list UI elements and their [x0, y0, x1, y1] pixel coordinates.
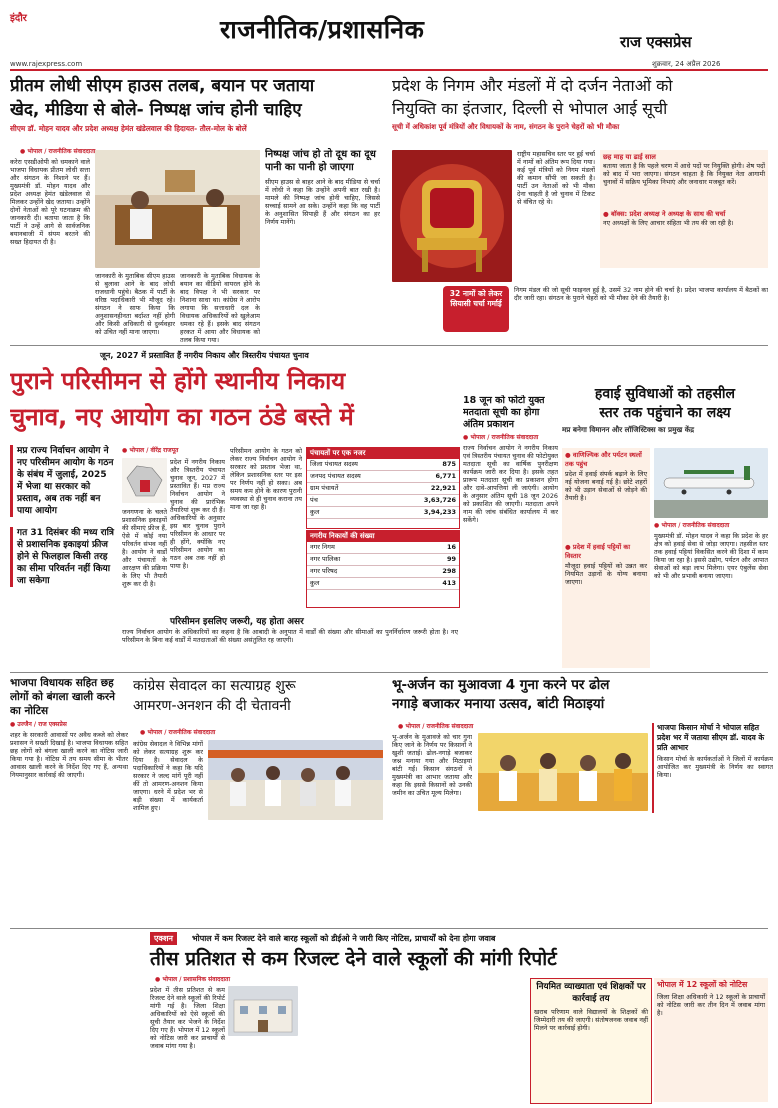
- stat-label: नगर परिषद: [307, 566, 406, 578]
- masthead-rule: [10, 69, 768, 71]
- story2-sidebox2-body: नए अध्यक्षों के लिए आचार संहिता भी तय की जा रही है।: [603, 219, 734, 227]
- stat-value: 16: [406, 542, 459, 554]
- stat-row: [307, 542, 459, 554]
- story7-photo: [208, 740, 383, 820]
- stat-value: 413: [406, 578, 459, 590]
- story3-bullets: [10, 445, 115, 665]
- story3-kicker: जून, 2027 में प्रस्तावित हैं नगरीय निकाय और त्रिस्तरीय पंचायत चुनाव: [100, 351, 309, 360]
- story1-photo: [95, 150, 260, 268]
- story3-body-col1: प्रदेश में नगरीय निकाय और त्रिस्तरीय पंचायत चुनाव जून, 2027 में प्रस्तावित हैं। मप्र राज्य निर्वाचन आयोग ने चुनाव की प्रारंभिक तैयारियां शुरू कर दी हैं। अधिकारियों के अनुसार इस बार चुनाव पुराने परिसीमन के आधार पर ही होंगे, क्योंकि नए परिसीमन आयोग का गठन अब तक नहीं हो पाया है।: [170, 458, 225, 570]
- story3-headline[interactable]: पुराने परिसीमन से होंगे स्थानीय निकाय चुनाव, नए आयोग का गठन ठंडे बस्ते में: [10, 367, 354, 431]
- story8-headline[interactable]: भू-अर्जन का मुआवजा 4 गुना करने पर ढोल नगाड़े बजाकर मनाया उत्सव, बांटी मिठाइयां: [392, 677, 610, 712]
- story7-body: कांग्रेस सेवादल ने विभिन्न मांगों को लेकर सत्याग्रह शुरू कर दिया है। सेवादल के पदाधिकारियों ने कहा कि यदि सरकार ने जल्द मांगें पूरी नहीं कीं तो आमरण-अनशन किया जाएगा। धरने में प्रदेश भर से बड़ी संख्या में कार्यकर्ता शामिल हुए।: [133, 740, 203, 812]
- story3-body4: राज्य निर्वाचन आयोग के अधिकारियों का कहना है कि आबादी के अनुपात में वार्डों की संख्या और सीमाओं का पुनर्निर्धारण जरूरी होता है। नए परिसीमन के बिना कई वार्डों में मतदाताओं की संख्या असंतुलित रह जाएगी।: [122, 628, 458, 644]
- story6-byline: ● उज्जैन / राज एक्सप्रेस: [10, 721, 67, 728]
- story5-body: मुख्यमंत्री डॉ. मोहन यादव ने कहा कि प्रदेश के हर क्षेत्र को हवाई सेवा से जोड़ा जाएगा। तहसील स्तर तक हवाई पट्टियां विकसित करने की दिशा में काम किया जा रहा है। इससे उद्योग, पर्यटन और आपात सेवाओं को बड़ा लाभ मिलेगा। एयर एंबुलेंस सेवा को भी और प्रभावी बनाया जाएगा।: [654, 532, 768, 580]
- paper-name: राज एक्सप्रेस: [620, 33, 692, 51]
- story7-headline[interactable]: कांग्रेस सेवादल का सत्याग्रह शुरू आमरण-अनशन की दी चेतावनी: [133, 678, 296, 714]
- story3-body-col3: परिसीमन आयोग के गठन को लेकर राज्य निर्वाचन आयोग ने सरकार को प्रस्ताव भेजा था, लेकिन प्रशासनिक स्तर पर इस पर निर्णय नहीं हो सका। अब समय कम होने के कारण पुरानी व्यवस्था से ही चुनाव कराना तय माना जा रहा है।: [230, 447, 302, 511]
- story8-photo: [478, 733, 648, 811]
- story1-headline[interactable]: प्रीतम लोधी सीएम हाउस तलब, बयान पर जताया खेद, मीडिया से बोले- निष्पक्ष जांच होनी चाहिए: [10, 76, 315, 120]
- stat-label: कुल: [307, 578, 406, 590]
- story8-byline: ● भोपाल / राजनीतिक संवाददाता: [398, 723, 474, 730]
- stat-label: ग्राम पंचायतें: [307, 483, 398, 495]
- stat-value: 6,771: [398, 471, 459, 483]
- stat-row: [307, 578, 459, 590]
- story2-chair-illustration: [392, 150, 512, 282]
- stat-box-panchayat-title: पंचायतों पर एक नजर: [307, 448, 459, 459]
- stat-row: [307, 495, 459, 507]
- stat-row: [307, 507, 459, 519]
- divider-3: [10, 928, 768, 929]
- story8-body: भू-अर्जन के मुआवजे को चार गुना किए जाने के निर्णय पर किसानों ने खुशी जताई। ढोल-नगाड़े बजाकर जश्न मनाया गया और मिठाइयां बांटी गईं। किसान संगठनों ने मुख्यमंत्री का आभार जताया और कहा कि इससे किसानों को उनकी जमीन का उचित मूल्य मिलेगा।: [392, 733, 472, 797]
- stat-label: पंच: [307, 495, 398, 507]
- stat-row: [307, 483, 459, 495]
- story3-subhead2: परिसीमन इसलिए जरूरी, यह होता असर: [170, 617, 304, 627]
- story9-sidebox2-title: भोपाल में 12 स्कूलों को नोटिस: [657, 980, 748, 989]
- story2-sidebox-body: बताया जाता है कि पहले चरण में आधे पदों पर नियुक्ति होगी। शेष पदों को बाद में भरा जाएगा। संगठन चाहता है कि नियुक्त नेता आगामी चुनावों में सक्रिय भूमिका निभाएं और जनाधार मजबूत करें।: [603, 162, 765, 186]
- story5-headline[interactable]: हवाई सुविधाओं को तहसील स्तर तक पहुंचाने का लक्ष्य मप्र बनेगा विमानन और लॉजिस्टिक्स का प्रमुख केंद्र: [562, 385, 768, 445]
- story2-badge: 32 नामों को लेकर सियासी चर्चा गर्माई: [443, 286, 509, 332]
- story9-sidebox-title: नियमित व्याख्याता एवं शिक्षकों पर कार्रवाई तय: [536, 982, 646, 1004]
- stat-box-panchayat: [306, 447, 460, 529]
- story6-headline[interactable]: भाजपा विधायक सहित छह लोगों को बंगला खाली करने का नोटिस: [10, 677, 115, 717]
- stat-row: [307, 566, 459, 578]
- stat-value: 298: [406, 566, 459, 578]
- story2-body-col2: राष्ट्रीय महासचिव स्तर पर हुई चर्चा में नामों को अंतिम रूप दिया गया। कई पूर्व मंत्रियों को निगम मंडलों की कमान सौंपी जा सकती है। पार्टी उन नेताओं को भी मौका देना चाहती है जो चुनाव में टिकट से वंचित रहे थे।: [517, 150, 595, 206]
- stat-label: कुल: [307, 507, 398, 519]
- story5-byline: ● भोपाल / राजनीतिक संवाददाता: [654, 522, 730, 529]
- story1-sidebox-body: सीएम हाउस से बाहर आने के बाद मीडिया से चर्चा में लोधी ने कहा कि उन्होंने अपनी बात रखी है। मामले की निष्पक्ष जांच होनी चाहिए, जिससे सच्चाई सामने आ सके। उन्होंने कहा कि वह पार्टी के अनुशासित सिपाही हैं और संगठन का हर निर्णय मानेंगे।: [265, 178, 380, 226]
- story2-sidebox2-title: ● बॉक्स: प्रदेश अध्यक्ष ने अध्यक्ष के साथ की चर्चा: [603, 210, 726, 218]
- story3-byline: ● भोपाल / वीरेंद्र राजपूत: [122, 447, 179, 454]
- story7-byline: ● भोपाल / राजनीतिक संवाददाता: [140, 729, 216, 736]
- stat-value: 3,63,726: [398, 495, 459, 507]
- story1-byline: ● भोपाल / राजनीतिक संवाददाता: [20, 148, 96, 155]
- story1-body-col2: जानकारी के मुताबिक सीएम हाउस से बुलावा आने के बाद लोधी राजधानी पहुंचे। बैठक में पार्टी के वरिष्ठ पदाधिकारी भी मौजूद रहे। संगठन ने साफ किया कि अनुशासनहीनता बर्दाश्त नहीं होगी और किसी अधिकारी से दुर्व्यवहार को उचित नहीं माना जाएगा।: [95, 272, 175, 336]
- stat-row: [307, 471, 459, 483]
- story1-sidebox-title: निष्पक्ष जांच हो तो दूध का दूध पानी का पानी हो जाएगा: [265, 149, 376, 173]
- story4-body: राज्य निर्वाचन आयोग ने नगरीय निकाय एवं त्रिस्तरीय पंचायत चुनाव की फोटोयुक्त मतदाता सूची का वार्षिक पुनरीक्षण कार्यक्रम जारी कर दिया है। इसके तहत प्रारूप मतदाता सूची का प्रकाशन होगा और दावे-आपत्तियां ली जाएंगी। आयोग के अनुसार अंतिम सूची 18 जून 2026 को प्रकाशित की जाएगी। मतदाता अपने नाम की जांच संबंधित कार्यालय में कर सकेंगे।: [463, 444, 558, 524]
- story1-subhead: सीएम डॉ. मोहन यादव और प्रदेश अध्यक्ष हेमंत खंडेलवाल की हिदायत- तौल-मोल के बोलें: [10, 124, 247, 133]
- story2-bottom-body: निगम मंडल की जो सूची फाइनल हुई है, उसमें 32 नाम होने की चर्चा है। प्रदेश भाजपा कार्यालय में बैठकों का दौर जारी रहा। संगठन के पुराने चेहरों को भी मौका देने की तैयारी है।: [514, 286, 768, 302]
- story8-side-title: भाजपा किसान मोर्चा ने भोपाल सहित प्रदेश भर में जताया सीएम डॉ. यादव के प्रति आभार: [657, 723, 765, 752]
- story8-body-col2: [478, 815, 768, 925]
- story3-body-col2: जनगणना के चलते प्रशासनिक इकाइयों की सीमाएं फ्रीज हैं, ऐसे में कोई नया परिवर्तन संभव नहीं है। आयोग ने वार्डों और पंचायतों के आरक्षण की प्रक्रिया के लिए भी तैयारी शुरू कर दी है।: [122, 508, 167, 588]
- story9-kicker: एक्शन: [150, 932, 177, 945]
- stat-box-urban: [306, 530, 460, 608]
- story5-side-body: प्रदेश में हवाई संपर्क बढ़ाने के लिए नई योजना बनाई गई है। छोटे शहरों को भी उड़ान सेवाओं से जोड़ने की तैयारी है।: [565, 470, 647, 502]
- website[interactable]: www.rajexpress.com: [10, 60, 83, 68]
- story2-header: [392, 74, 768, 146]
- story8-side-body: किसान मोर्चा के कार्यकर्ताओं ने जिलों में कार्यक्रम आयोजित कर मुख्यमंत्री के निर्णय का स्वागत किया।: [657, 755, 773, 779]
- story1-body-col3: जानकारी के मुताबिक विधायक के बयान का वीडियो वायरल होने के बाद विपक्ष ने भी सरकार पर निशाना साधा था। कांग्रेस ने आरोप लगाया कि सत्ताधारी दल के विधायक अधिकारियों को खुलेआम धमका रहे हैं। इसके बाद संगठन हरकत में आया और विधायक को तलब किया गया।: [180, 272, 260, 344]
- stat-value: 3,94,233: [398, 507, 459, 519]
- story2-sidebox-title: छह माह या ढाई साल: [603, 153, 656, 161]
- stat-label: नगर पालिका: [307, 554, 406, 566]
- story9-kicker-line: भोपाल में कम रिजल्ट देने वाले बारह स्कूलों को डीईओ ने जारी किए नोटिस, प्राचार्यों को देना होगा जवाब: [192, 934, 496, 943]
- story5-side-title: ● वाणिज्यिक और पर्यटन स्थलों तक पहुंच: [565, 451, 642, 468]
- story2-subhead: सूची में अधिकांश पूर्व मंत्रियों और विधायकों के नाम, संगठन के पुराने चेहरों को भी मौका: [392, 122, 620, 131]
- stat-label: जनपद पंचायत सदस्य: [307, 471, 398, 483]
- divider-1: [10, 345, 768, 346]
- story9-sidebox-body: खराब परिणाम वाले विद्यालयों के शिक्षकों की जिम्मेदारी तय की जाएगी। संतोषजनक जवाब नहीं मिलने पर कार्रवाई होगी।: [534, 1008, 648, 1032]
- story9-sidebox2: [654, 978, 768, 1102]
- story5-side-body2: मौजूदा हवाई पट्टियों को उन्नत कर नियमित उड़ानों के योग्य बनाया जाएगा।: [565, 562, 647, 586]
- story1-header: [10, 74, 385, 144]
- divider-2: [10, 672, 768, 673]
- stat-label: नगर निगम: [307, 542, 406, 554]
- story3-map-graphic: [122, 458, 167, 503]
- stat-row: [307, 554, 459, 566]
- story3-bullet-2: गत 31 दिसंबर की मध्य रात्रि से प्रशासनिक इकाइयां फ्रीज होने से फिलहाल किसी तरह का सीमा परिवर्तन नहीं किया जा सकेगा: [10, 527, 115, 587]
- stat-row: [307, 459, 459, 471]
- story9-body: प्रदेश में तीस प्रतिशत से कम रिजल्ट देने वाले स्कूलों की रिपोर्ट मांगी गई है। जिला शिक्षा अधिकारियों को ऐसे स्कूलों की सूची तैयार कर भेजने के निर्देश दिए गए हैं। भोपाल में 12 स्कूलों को नोटिस जारी कर प्राचार्यों से जवाब मांगा गया है।: [150, 986, 225, 1050]
- story3-bullet-1: मप्र राज्य निर्वाचन आयोग ने नए परिसीमन आयोग के गठन के संबंध में जुलाई, 2025 में भेजा था सरकार को प्रस्ताव, अब तक नहीं बन पाया आयोग: [10, 445, 115, 517]
- story2-headline[interactable]: प्रदेश के निगम और मंडलों में दो दर्जन नेताओं को नियुक्ति का इंतजार, दिल्ली से भोपाल आई सूची: [392, 76, 673, 118]
- story9-sidebox2-body: जिला शिक्षा अधिकारी ने 12 स्कूलों के प्राचार्यों को नोटिस जारी कर तीन दिन में जवाब मांगा है।: [657, 993, 765, 1017]
- story5-plane-photo: [654, 448, 768, 518]
- stat-value: 875: [398, 459, 459, 471]
- story9-school-photo: [228, 986, 298, 1036]
- stat-label: जिला पंचायत सदस्य: [307, 459, 398, 471]
- story4-headline[interactable]: 18 जून को फोटो युक्त मतदाता सूची का होगा अंतिम प्रकाशन: [463, 395, 545, 430]
- story4: [463, 395, 558, 667]
- stat-box-urban-title: नगरीय निकायों की संख्या: [307, 531, 459, 542]
- story4-byline: ● भोपाल / राजनीतिक संवाददाता: [463, 434, 539, 441]
- date: शुक्रवार, 24 अप्रैल 2026: [652, 60, 721, 68]
- story8-sidebox: [652, 723, 773, 813]
- story9-byline: ● भोपाल / प्रशासनिक संवाददाता: [155, 976, 231, 983]
- story6: [10, 676, 128, 926]
- story1-body-col1: करेरा एसडीओपी को धमकाने वाले भाजपा विधायक प्रीतम लोधी सत्ता और संगठन के निशाने पर हैं। मुख्यमंत्री डॉ. मोहन यादव और प्रदेश अध्यक्ष हेमंत खंडेलवाल से मिलकर उन्होंने खेद जताया। उन्होंने दोनों नेताओं को पूरे घटनाक्रम की जानकारी दी। बताया जाता है कि पार्टी ने उन्हें आगे से सार्वजनिक बयानबाजी में संयम बरतने की सख्त हिदायत दी है।: [10, 158, 90, 246]
- story5-subhead: मप्र बनेगा विमानन और लॉजिस्टिक्स का प्रमुख केंद्र: [562, 425, 695, 434]
- story2-sidebox: [600, 150, 768, 268]
- section-title: राजनीतिक/प्रशासनिक: [220, 15, 425, 44]
- story5-side-title2: ● प्रदेश में हवाई पट्टियों का विस्तार: [565, 543, 631, 560]
- story9-headline[interactable]: तीस प्रतिशत से कम रिजल्ट देने वाले स्कूलों की मांगी रिपोर्ट: [150, 948, 557, 970]
- stat-value: 22,921: [398, 483, 459, 495]
- story6-body: शहर के सरकारी आवासों पर अवैध कब्जे को लेकर प्रशासन ने सख्ती दिखाई है। भाजपा विधायक सहित छह लोगों को बंगला खाली करने का नोटिस जारी किया गया है। नोटिस में तय समय सीमा के भीतर आवास खाली करने के निर्देश दिए गए हैं, अन्यथा नियमानुसार कार्रवाई की जाएगी।: [10, 731, 128, 779]
- story5-sidebox: [562, 448, 650, 668]
- story9-sidebox: [530, 978, 652, 1104]
- city-label: इंदौर: [10, 13, 27, 24]
- stat-value: 99: [406, 554, 459, 566]
